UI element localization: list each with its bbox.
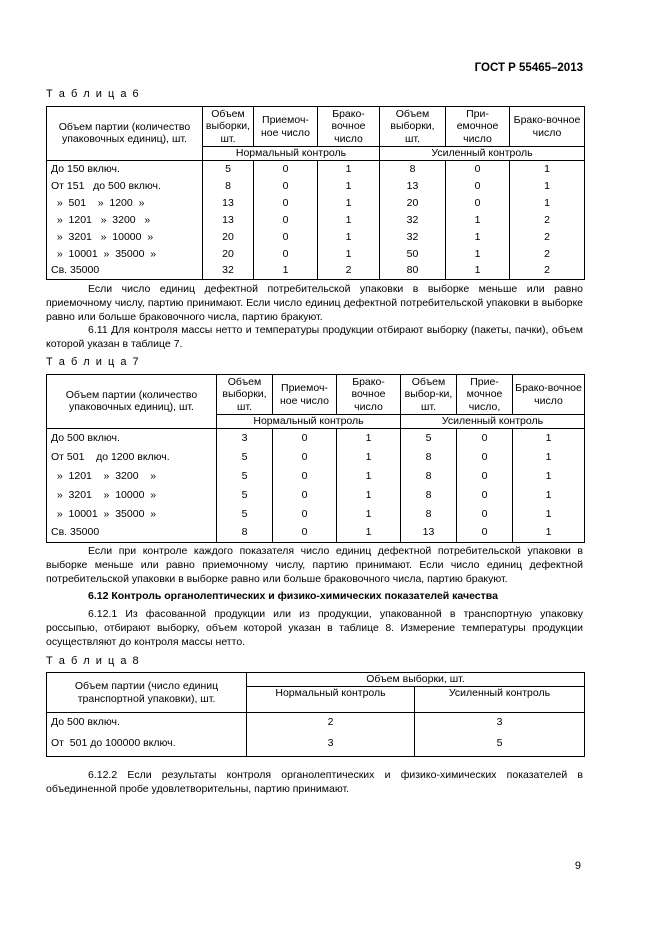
table8-header-normal: Нормальный контроль — [247, 687, 415, 713]
table-row: До 500 включ. 2 3 — [47, 713, 585, 731]
table-row: Св. 35000 32 1 2 80 1 2 — [47, 262, 585, 279]
table-row: » 1201 » 3200 » 5 0 1 8 0 1 — [47, 466, 585, 485]
table-row: От 501 до 1200 включ. 5 0 1 8 0 1 — [47, 447, 585, 466]
table6-header-lot: Объем партии (количество упаковочных единиц), шт. — [47, 107, 203, 161]
paragraph-6-12-2: 6.12.2 Если результаты контроля органолептических и физико-химических показателей в объединенной пробе удовлетворительны, партию принимают. — [46, 769, 583, 795]
table-row: Св. 35000 8 0 1 13 0 1 — [47, 523, 585, 542]
table-row: » 10001 » 35000 » 5 0 1 8 0 1 — [47, 504, 585, 523]
table7-header-reject2: Брако-вочное число — [513, 375, 585, 415]
table6-header-sample2: Объем выборки, шт. — [380, 107, 446, 147]
table7-header-strict: Усиленный контроль — [401, 415, 585, 429]
table-row: До 150 включ. 5 0 1 8 0 1 — [47, 160, 585, 177]
table6-header-accept2: При-емочное число — [446, 107, 510, 147]
table6-header-accept: Приемоч-ное число — [254, 107, 318, 147]
table7-header-normal: Нормальный контроль — [217, 415, 401, 429]
table6-header-normal: Нормальный контроль — [203, 147, 380, 161]
section-6-12-heading: 6.12 Контроль органолептических и физико-химических показателей качества — [88, 590, 498, 602]
table8-header-strict: Усиленный контроль — [415, 687, 585, 713]
paragraph-6-12-1: 6.12.1 Из фасованной продукции или из продукции, упакованной в транспортную упаковку россыпью, отбирают выборку, объем которой указан в таблице 8. Измерение температуры продукции осуществляют до контроля массы нетто. — [46, 608, 583, 648]
table-row: От 151 до 500 включ. 8 0 1 13 0 1 — [47, 177, 585, 194]
table8-caption: Т а б л и ц а 8 — [46, 655, 141, 667]
table7-header-lot: Объем партии (количество упаковочных единиц), шт. — [47, 375, 217, 429]
table8-header-lot: Объем партии (число единиц транспортной упаковки), шт. — [47, 673, 247, 713]
table8-header-sample: Объем выборки, шт. — [247, 673, 585, 687]
table-row: До 500 включ. 3 0 1 5 0 1 — [47, 428, 585, 447]
table-row: » 10001 » 35000 » 20 0 1 50 1 2 — [47, 245, 585, 262]
table6-header-reject2: Брако-вочное число — [510, 107, 585, 147]
table7-header-accept: Приемоч-ное число — [273, 375, 337, 415]
table6-header-strict: Усиленный контроль — [380, 147, 585, 161]
table6-caption: Т а б л и ц а 6 — [46, 88, 141, 100]
paragraph-decision-2: Если при контроле каждого показателя число единиц дефектной потребительской упаковки в выборке меньше или равно приемочному числу, партию принимают. Если число единиц дефектной потребительской упаковки в выборке равно или больше браковочного числа, партию бракуют. — [46, 545, 583, 585]
table7 — [46, 374, 585, 543]
page-number: 9 — [574, 860, 581, 872]
paragraph-decision-1: Если число единиц дефектной потребительской упаковки в выборке меньше или равно приемочному числу, партию принимают. Если число единиц дефектной потребительской упаковки в выборке равно или больше браковочного числа, партию бракуют. — [46, 283, 583, 323]
paragraph-6-11: 6.11 Для контроля массы нетто и температуры продукции отбирают выборку (пакеты, пачки), объем которой указан в таблице 7. — [46, 324, 583, 350]
table-row: » 3201 » 10000 » 5 0 1 8 0 1 — [47, 485, 585, 504]
table-row: » 501 » 1200 » 13 0 1 20 0 1 — [47, 194, 585, 211]
table8 — [46, 672, 585, 757]
table7-header-sample2: Объем выбор-ки, шт. — [401, 375, 457, 415]
table7-header-reject: Брако-вочное число — [337, 375, 401, 415]
table7-header-accept2: Прие-мочное число, — [457, 375, 513, 415]
document-code: ГОСТ Р 55465–2013 — [474, 62, 583, 74]
table6-header-sample: Объем выборки, шт. — [203, 107, 254, 147]
table7-header-sample: Объем выборки, шт. — [217, 375, 273, 415]
table7-caption: Т а б л и ц а 7 — [46, 356, 141, 368]
table6-header-reject: Брако-вочное число — [318, 107, 380, 147]
table-row: » 3201 » 10000 » 20 0 1 32 1 2 — [47, 228, 585, 245]
table-row: » 1201 » 3200 » 13 0 1 32 1 2 — [47, 211, 585, 228]
table-row: От 501 до 100000 включ. 3 5 — [47, 731, 585, 757]
table6 — [46, 106, 585, 280]
